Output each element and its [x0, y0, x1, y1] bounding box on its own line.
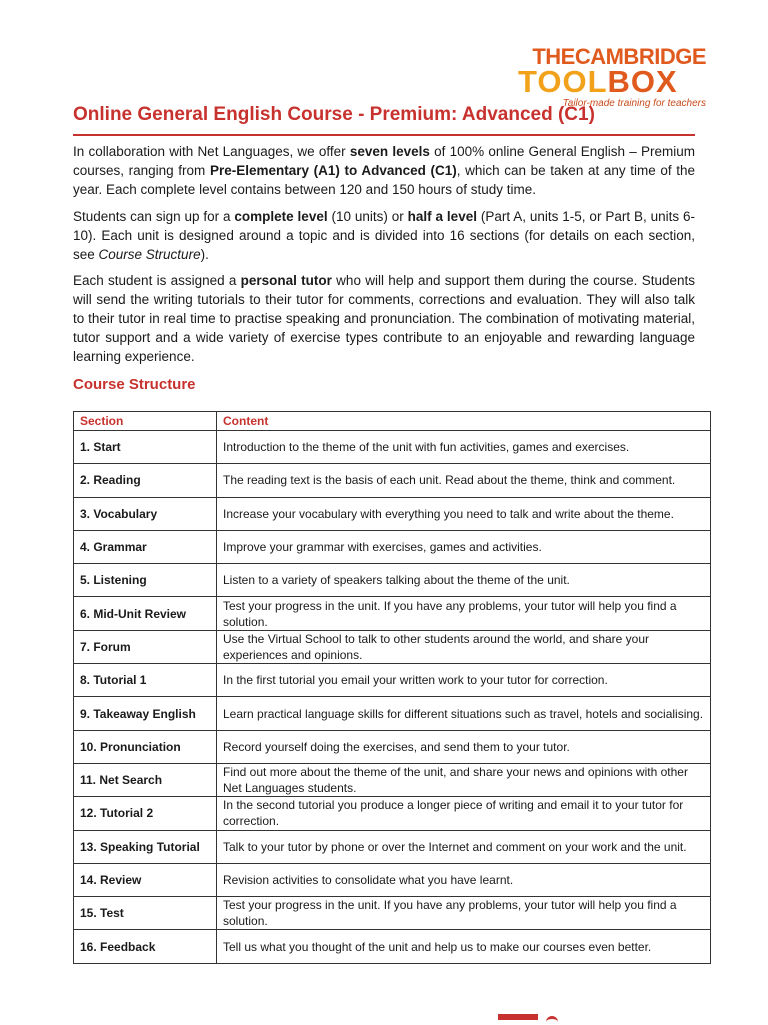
section-cell: 4. Grammar — [74, 530, 217, 563]
section-cell: 2. Reading — [74, 464, 217, 497]
content-cell: Introduction to the theme of the unit with fun activities, games and exercises. — [217, 431, 711, 464]
cambridge-toolbox-logo — [516, 46, 706, 110]
content-cell: Listen to a variety of speakers talking about the theme of the unit. — [217, 564, 711, 597]
intro-paragraph: In collaboration with Net Languages, we offer seven levels of 100% online General English – Premium courses, ranging from Pre-Elementary (A1) to Advanced (C1), which can be taken at any time of the year. Each complete level contains between 120 and 150 hours of study time. — [73, 144, 695, 197]
table-row — [74, 830, 711, 863]
table-row — [74, 497, 711, 530]
content-cell: Learn practical language skills for different situations such as travel, hotels and socialising. — [217, 697, 711, 730]
logo-tagline: Tailor-made training for teachers — [562, 98, 706, 109]
section-cell: 5. Listening — [74, 564, 217, 597]
content-cell: Test your progress in the unit. If you have any problems, your tutor will help you find a solution. — [217, 897, 711, 930]
content-cell: Use the Virtual School to talk to other students around the world, and share your experiences and opinions. — [217, 630, 711, 663]
table-row — [74, 664, 711, 697]
signup-paragraph: Students can sign up for a complete level (10 units) or half a level (Part A, units 1-5, or Part B, units 6-10). Each unit is designed around a topic and is divided into 16 sections (for details on each section, see Course Structure). — [73, 209, 696, 262]
section-cell: 6. Mid-Unit Review — [74, 597, 217, 630]
section-cell: 7. Forum — [74, 630, 217, 663]
footer-logo-mark — [498, 1014, 538, 1020]
content-cell: Tell us what you thought of the unit and help us to make our courses even better. — [217, 930, 711, 963]
content-cell: Increase your vocabulary with everything you need to talk and write about the theme. — [217, 497, 711, 530]
section-cell: 9. Takeaway English — [74, 697, 217, 730]
table-row — [74, 730, 711, 763]
table-row — [74, 797, 711, 830]
section-cell: 10. Pronunciation — [74, 730, 217, 763]
content-cell: Find out more about the theme of the unit, and share your news and opinions with other Net Languages students. — [217, 763, 711, 796]
section-cell: 8. Tutorial 1 — [74, 664, 217, 697]
table-row — [74, 697, 711, 730]
logo-tool: TOOL — [518, 64, 608, 99]
table-row — [74, 464, 711, 497]
header-content: Content — [217, 412, 711, 431]
page-title: Online General English Course - Premium: Advanced (C1) — [73, 104, 595, 125]
section-cell: 1. Start — [74, 431, 217, 464]
section-cell: 15. Test — [74, 897, 217, 930]
content-cell: In the first tutorial you email your written work to your tutor for correction. — [217, 664, 711, 697]
table-row — [74, 564, 711, 597]
logo-box: BOX — [607, 64, 678, 99]
content-cell: Talk to your tutor by phone or over the Internet and comment on your work and the unit. — [217, 830, 711, 863]
section-cell: 14. Review — [74, 863, 217, 896]
table-row — [74, 897, 711, 930]
section-cell: 16. Feedback — [74, 930, 217, 963]
course-structure-table — [73, 411, 711, 964]
logo-line2 — [516, 64, 706, 99]
header-section: Section — [74, 412, 217, 431]
table-row — [74, 863, 711, 896]
table-row — [74, 763, 711, 796]
section-cell: 3. Vocabulary — [74, 497, 217, 530]
tutor-paragraph: Each student is assigned a personal tutor who will help and support them during the course. Students will send the writing tutorials to their tutor for comments, corrections and evaluation. They will also talk to their tutor in real time to practise speaking and pronunciation. The combination of motivating material, tutor support and a wide variety of exercise types contribute to an enjoyable and rewarding language learning experience. — [73, 273, 695, 364]
table-row — [74, 530, 711, 563]
content-cell: Revision activities to consolidate what you have learnt. — [217, 863, 711, 896]
course-structure-heading: Course Structure — [73, 376, 196, 393]
table-row — [74, 431, 711, 464]
content-cell: The reading text is the basis of each unit. Read about the theme, think and comment. — [217, 464, 711, 497]
table-header-row — [74, 412, 711, 431]
table-row — [74, 597, 711, 630]
section-cell: 11. Net Search — [74, 763, 217, 796]
content-cell: Record yourself doing the exercises, and send them to your tutor. — [217, 730, 711, 763]
table-row — [74, 930, 711, 963]
content-cell: Improve your grammar with exercises, games and activities. — [217, 530, 711, 563]
table-row — [74, 630, 711, 663]
section-cell: 13. Speaking Tutorial — [74, 830, 217, 863]
content-cell: In the second tutorial you produce a longer piece of writing and email it to your tutor for correction. — [217, 797, 711, 830]
title-divider — [73, 134, 695, 136]
logo-line1: THECAMBRIDGE — [532, 44, 706, 69]
content-cell: Test your progress in the unit. If you have any problems, your tutor will help you find a solution. — [217, 597, 711, 630]
section-cell: 12. Tutorial 2 — [74, 797, 217, 830]
